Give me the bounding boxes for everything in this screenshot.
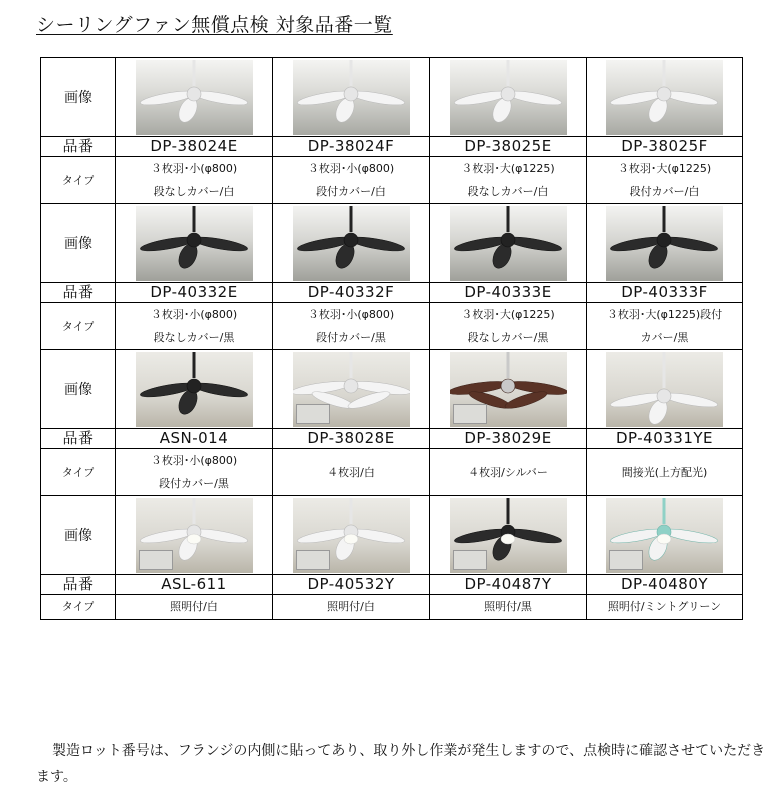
product-table — [40, 57, 743, 620]
ceiling-fan-image — [450, 60, 567, 135]
product-image-cell — [430, 350, 587, 429]
inset-thumbnail — [296, 550, 330, 570]
product-image-cell — [587, 350, 743, 429]
type-row — [41, 449, 743, 496]
part-number: DP-38024F — [273, 137, 430, 157]
ceiling-fan-image — [293, 206, 410, 281]
row-label-part-no: 品番 — [41, 575, 116, 595]
product-image-cell — [587, 58, 743, 137]
type-line-2: ４枚羽/白 — [327, 465, 375, 479]
product-image-cell — [273, 496, 430, 575]
type-line-2: ４枚羽/シルバー — [468, 465, 548, 479]
ceiling-fan-image — [293, 498, 410, 573]
product-image-cell — [587, 204, 743, 283]
type-description — [116, 303, 273, 350]
part-number: DP-38025F — [587, 137, 743, 157]
type-description — [116, 595, 273, 620]
ceiling-fan-image — [293, 352, 410, 427]
type-line-2: 段なしカバー/黒 — [153, 331, 235, 344]
product-image-cell — [430, 496, 587, 575]
row-label-image: 画像 — [41, 350, 116, 429]
inset-thumbnail — [296, 404, 330, 424]
image-row — [41, 350, 743, 429]
inset-thumbnail — [453, 550, 487, 570]
product-image-cell — [116, 496, 273, 575]
product-image-cell — [430, 58, 587, 137]
ceiling-fan-image — [606, 206, 723, 281]
part-number: DP-40532Y — [273, 575, 430, 595]
part-number-row — [41, 575, 743, 595]
page-title: シーリングファン無償点検 対象品番一覧 — [36, 14, 393, 36]
type-description — [116, 157, 273, 204]
ceiling-fan-image — [450, 352, 567, 427]
ceiling-fan-image — [450, 498, 567, 573]
row-label-image: 画像 — [41, 58, 116, 137]
type-line-1: 照明付/黒 — [484, 600, 532, 613]
type-line-1: ３枚羽･大(φ1225) — [617, 162, 712, 175]
part-number: DP-38029E — [430, 429, 587, 449]
type-description — [116, 449, 273, 496]
ceiling-fan-image — [606, 352, 723, 427]
row-label-part-no: 品番 — [41, 137, 116, 157]
ceiling-fan-image — [606, 60, 723, 135]
type-row — [41, 303, 743, 350]
type-line-2: 段付カバー/白 — [629, 185, 700, 198]
type-description — [273, 595, 430, 620]
ceiling-fan-image — [136, 60, 253, 135]
ceiling-fan-image — [450, 206, 567, 281]
product-image-cell — [116, 58, 273, 137]
part-number-row — [41, 429, 743, 449]
type-line-2: 段なしカバー/白 — [153, 185, 235, 198]
product-image-cell — [273, 204, 430, 283]
part-number: ASL-611 — [116, 575, 273, 595]
row-label-type: タイプ — [41, 303, 116, 350]
type-description — [430, 303, 587, 350]
type-line-1: 照明付/ミントグリーン — [607, 600, 722, 613]
type-row — [41, 595, 743, 620]
part-number: DP-40332E — [116, 283, 273, 303]
type-description — [587, 157, 743, 204]
row-label-image: 画像 — [41, 496, 116, 575]
part-number-row — [41, 137, 743, 157]
product-image-cell — [273, 58, 430, 137]
image-row — [41, 204, 743, 283]
part-number-row — [41, 283, 743, 303]
part-number: DP-40331YE — [587, 429, 743, 449]
type-line-1: ３枚羽･大(φ1225)段付 — [606, 308, 723, 321]
type-description — [587, 595, 743, 620]
row-label-part-no: 品番 — [41, 429, 116, 449]
part-number: DP-38028E — [273, 429, 430, 449]
ceiling-fan-image — [136, 206, 253, 281]
type-line-1: ３枚羽･小(φ800) — [150, 454, 238, 467]
lot-number-note: 製造ロット番号は、フランジの内側に貼ってあり、取り外し作業が発生しますので、点検時に確認させていただきます。 — [36, 743, 766, 785]
type-description — [273, 303, 430, 350]
product-image-cell — [273, 350, 430, 429]
inset-thumbnail — [139, 550, 173, 570]
image-row — [41, 58, 743, 137]
type-description — [273, 157, 430, 204]
type-line-1: ３枚羽･小(φ800) — [150, 308, 238, 321]
product-image-cell — [587, 496, 743, 575]
inset-thumbnail — [453, 404, 487, 424]
type-line-2: 段付カバー/黒 — [159, 477, 229, 490]
row-label-image: 画像 — [41, 204, 116, 283]
product-image-cell — [116, 204, 273, 283]
type-line-1: ３枚羽･小(φ800) — [307, 308, 395, 321]
type-line-1: ３枚羽･小(φ800) — [307, 162, 395, 175]
inset-thumbnail — [609, 550, 643, 570]
type-description — [587, 449, 743, 496]
type-description — [430, 157, 587, 204]
part-number: DP-40332F — [273, 283, 430, 303]
part-number: DP-38025E — [430, 137, 587, 157]
type-row — [41, 157, 743, 204]
product-image-cell — [430, 204, 587, 283]
type-line-2: 段付カバー/黒 — [316, 331, 386, 344]
type-line-2: 段なしカバー/黒 — [467, 331, 549, 344]
row-label-type: タイプ — [41, 157, 116, 204]
part-number: DP-40487Y — [430, 575, 587, 595]
type-description — [587, 303, 743, 350]
ceiling-fan-image — [293, 60, 410, 135]
part-number: ASN-014 — [116, 429, 273, 449]
type-line-2: 段なしカバー/白 — [467, 185, 549, 198]
type-description — [430, 595, 587, 620]
part-number: DP-40333E — [430, 283, 587, 303]
type-line-1: ３枚羽･小(φ800) — [150, 162, 238, 175]
part-number: DP-38024E — [116, 137, 273, 157]
type-line-2: カバー/黒 — [640, 331, 689, 344]
ceiling-fan-image — [606, 498, 723, 573]
product-image-cell — [116, 350, 273, 429]
type-line-2: 段付カバー/白 — [316, 185, 386, 198]
row-label-part-no: 品番 — [41, 283, 116, 303]
type-line-2: 間接光(上方配光) — [621, 465, 708, 479]
row-label-type: タイプ — [41, 449, 116, 496]
type-line-1: 照明付/白 — [327, 600, 375, 613]
row-label-type: タイプ — [41, 595, 116, 620]
type-line-1: ３枚羽･大(φ1225) — [461, 308, 555, 321]
type-description — [273, 449, 430, 496]
part-number: DP-40480Y — [587, 575, 743, 595]
image-row — [41, 496, 743, 575]
ceiling-fan-image — [136, 352, 253, 427]
type-description — [430, 449, 587, 496]
part-number: DP-40333F — [587, 283, 743, 303]
type-line-1: ３枚羽･大(φ1225) — [461, 162, 555, 175]
type-line-1: 照明付/白 — [170, 600, 218, 613]
ceiling-fan-image — [136, 498, 253, 573]
